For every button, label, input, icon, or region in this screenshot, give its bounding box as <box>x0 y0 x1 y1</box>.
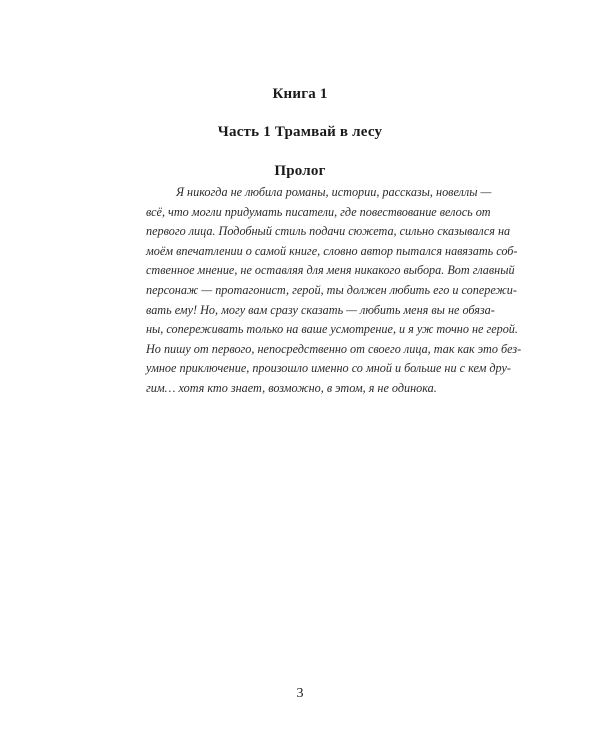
page-number: 3 <box>296 686 304 701</box>
text-line: первого лица. Подобный стиль подачи сюжета, сильно сказывался на <box>146 224 511 239</box>
text-line: моём впечатлении о самой книге, словно автор пытался навязать соб- <box>146 243 518 258</box>
text-line: персонаж — протагонист, герой, ты должен любить его и сопережи- <box>146 282 517 297</box>
part-title: Часть 1 Трамвай в лесу <box>217 124 383 140</box>
book-title: Книга 1 <box>272 86 328 102</box>
text-line: умное приключение, произошло именно со мной и больше ни с кем дру- <box>146 361 511 376</box>
prologue-text <box>146 183 522 399</box>
text-line: Я никогда не любила романы, истории, рассказы, новеллы — <box>176 185 492 199</box>
prologue-title: Пролог <box>274 163 326 179</box>
text-line: Но пишу от первого, непосредственно от своего лица, так как это без- <box>146 341 522 356</box>
text-line: ственное мнение, не оставляя для меня никакого выбора. Вот главный <box>146 263 515 278</box>
text-line: ны, сопереживать только на ваше усмотрение, и я уж точно не герой. <box>146 322 518 337</box>
text-line: вать ему! Но, могу вам сразу сказать — любить меня вы не обяза- <box>146 302 495 317</box>
text-line: гим… хотя кто знает, возможно, в этом, я не одинока. <box>146 380 437 395</box>
text-line: всё, что могли придумать писатели, где повествование велось от <box>146 204 491 219</box>
